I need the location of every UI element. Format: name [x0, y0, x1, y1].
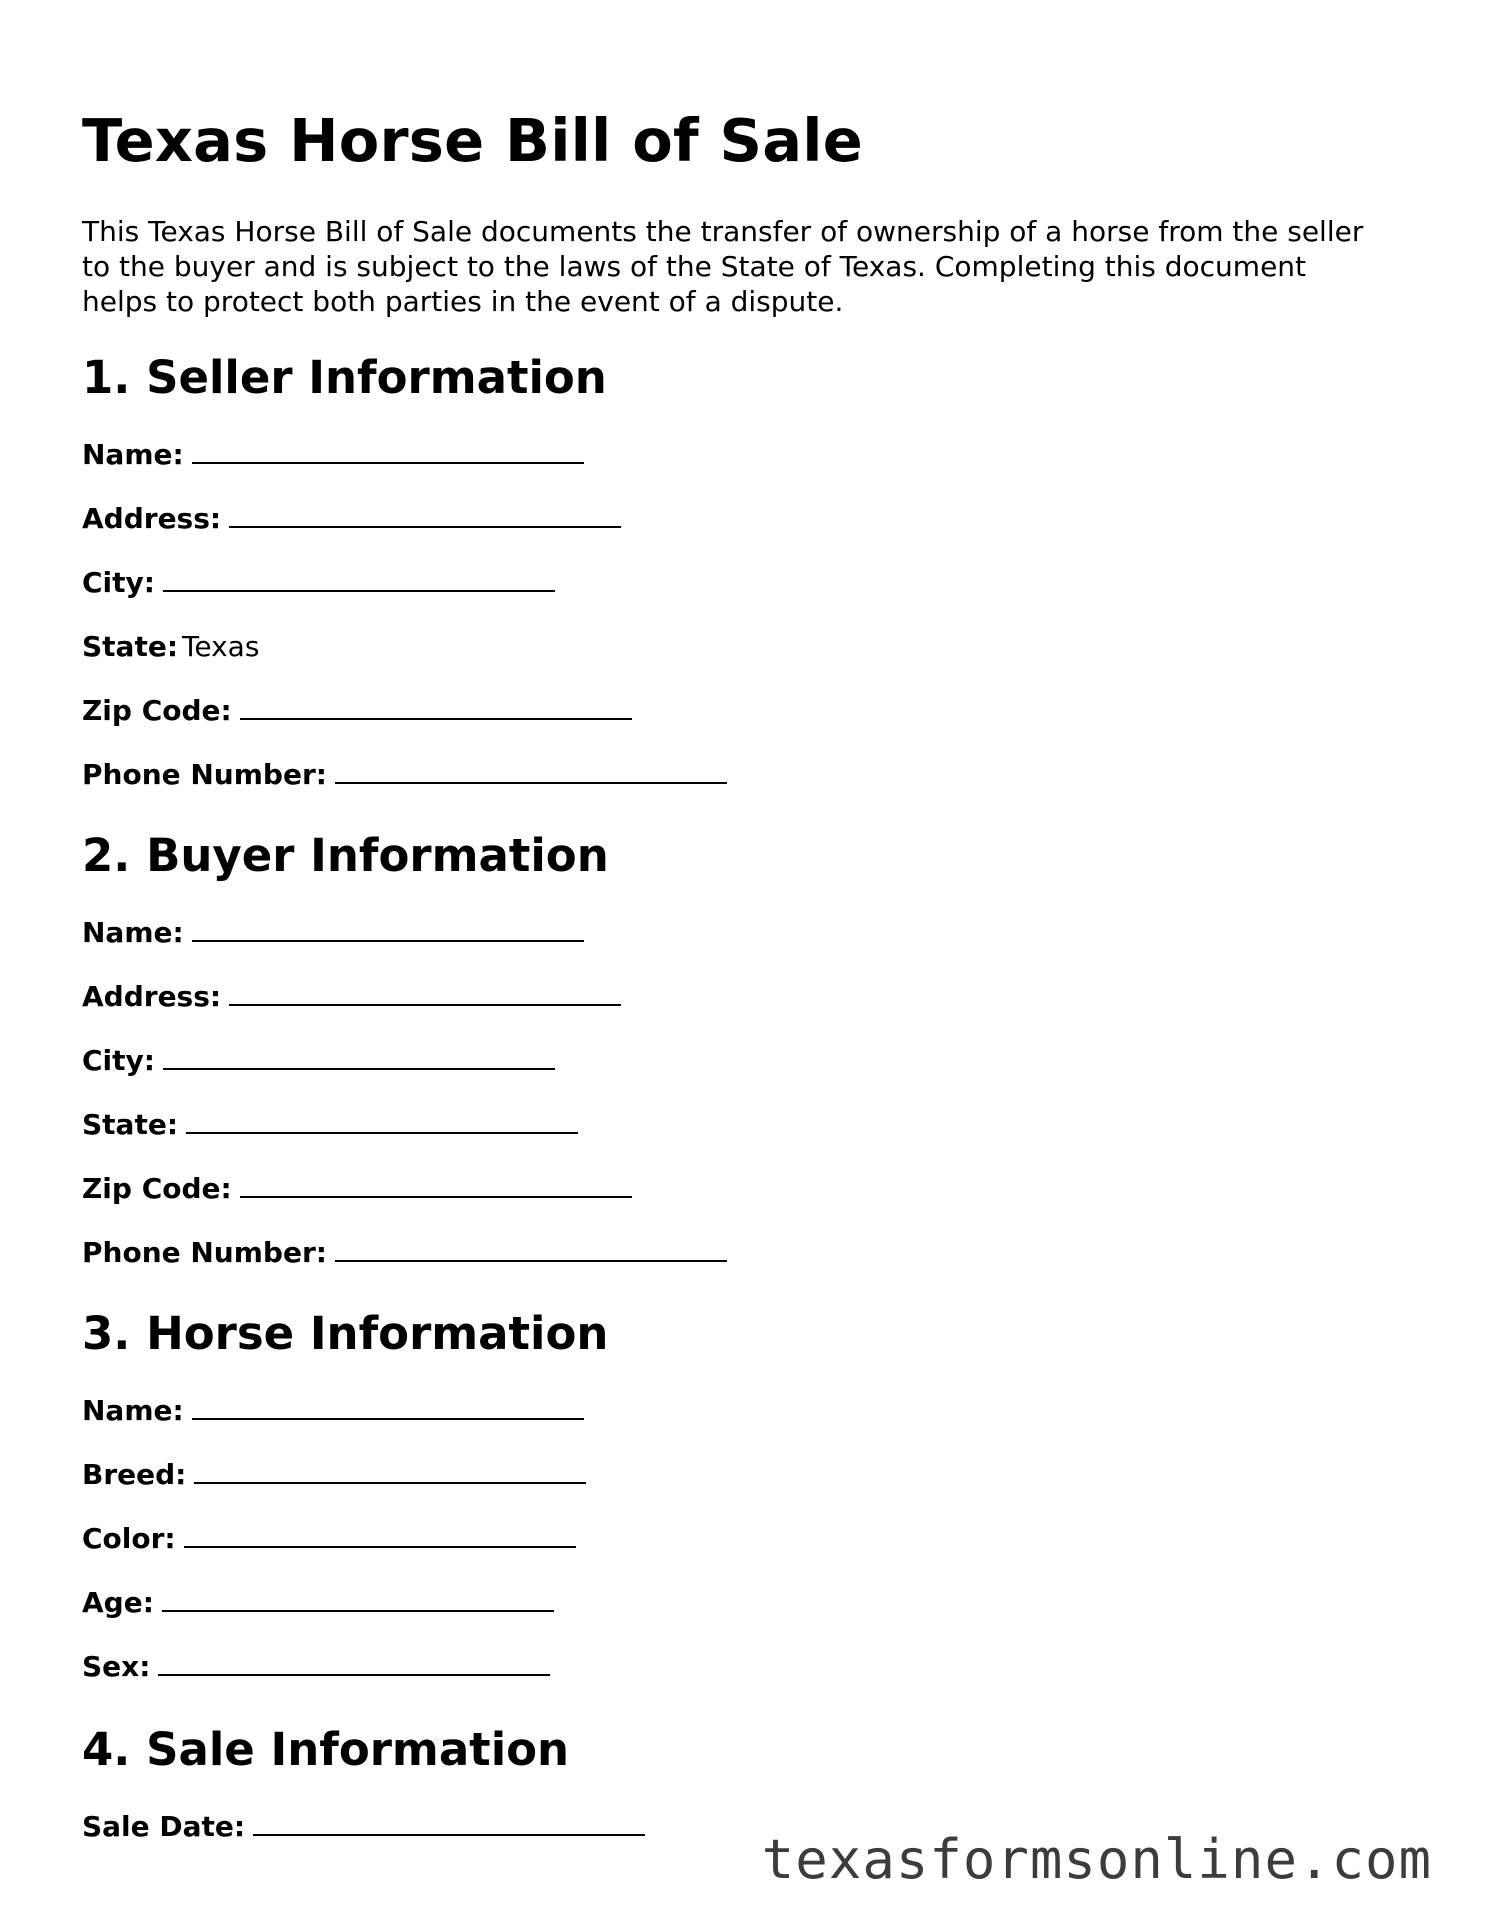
seller-name-blank[interactable]: [192, 438, 584, 464]
buyer-name-blank[interactable]: [192, 916, 584, 942]
seller-section: [82, 352, 1382, 792]
field-label: Breed:: [82, 1458, 187, 1491]
buyer-city-blank[interactable]: [163, 1044, 555, 1070]
field-label: Color:: [82, 1522, 176, 1555]
seller-phone-blank[interactable]: [335, 758, 727, 784]
seller-city-blank[interactable]: [163, 566, 555, 592]
field-label: Sale Date:: [82, 1810, 246, 1843]
field-label: Address:: [82, 502, 222, 535]
sale-section: [82, 1724, 1382, 1844]
seller-city-field: [82, 566, 1382, 600]
field-label: Name:: [82, 1394, 184, 1427]
section-heading: 2. Buyer Information: [82, 829, 609, 882]
horse-breed-blank[interactable]: [194, 1458, 586, 1484]
horse-age-blank[interactable]: [162, 1586, 554, 1612]
field-label: Phone Number:: [82, 758, 327, 791]
sale-date-blank[interactable]: [253, 1810, 645, 1836]
seller-phone-field: [82, 758, 1382, 792]
field-label: Name:: [82, 438, 184, 471]
section-heading: 3. Horse Information: [82, 1307, 609, 1360]
field-label: Address:: [82, 980, 222, 1013]
field-label: Zip Code:: [82, 694, 232, 727]
field-label: State:: [82, 630, 179, 663]
seller-address-blank[interactable]: [229, 502, 621, 528]
document-title: Texas Horse Bill of Sale: [82, 106, 863, 175]
buyer-zip-field: [82, 1172, 1382, 1206]
horse-breed-field: [82, 1458, 1382, 1492]
horse-name-blank[interactable]: [192, 1394, 584, 1420]
field-label: City:: [82, 566, 155, 599]
horse-sex-blank[interactable]: [158, 1650, 550, 1676]
field-label: Sex:: [82, 1650, 151, 1683]
horse-color-blank[interactable]: [184, 1522, 576, 1548]
field-label: Name:: [82, 916, 184, 949]
seller-name-field: [82, 438, 1382, 472]
buyer-city-field: [82, 1044, 1382, 1078]
seller-address-field: [82, 502, 1382, 536]
buyer-phone-blank[interactable]: [335, 1236, 727, 1262]
buyer-zip-blank[interactable]: [240, 1172, 632, 1198]
buyer-phone-field: [82, 1236, 1382, 1270]
section-heading: 1. Seller Information: [82, 351, 607, 404]
seller-state-field: [82, 630, 1382, 664]
horse-section: [82, 1308, 1382, 1684]
field-label: Zip Code:: [82, 1172, 232, 1205]
buyer-name-field: [82, 916, 1382, 950]
horse-sex-field: [82, 1650, 1382, 1684]
seller-zip-field: [82, 694, 1382, 728]
seller-zip-blank[interactable]: [240, 694, 632, 720]
buyer-address-field: [82, 980, 1382, 1014]
intro-paragraph: This Texas Horse Bill of Sale documents the transfer of ownership of a horse from the seller to the buyer and is subject to the laws of the State of Texas. Completing this document helps to protect both parties in the event of a dispute.: [82, 215, 1364, 318]
watermark: texasformsonline.com: [761, 1828, 1432, 1891]
buyer-section: [82, 830, 1382, 1270]
seller-state-value: Texas: [182, 630, 260, 663]
horse-color-field: [82, 1522, 1382, 1556]
horse-age-field: [82, 1586, 1382, 1620]
field-label: State:: [82, 1108, 179, 1141]
buyer-address-blank[interactable]: [229, 980, 621, 1006]
field-label: Age:: [82, 1586, 154, 1619]
buyer-state-field: [82, 1108, 1382, 1142]
buyer-state-blank[interactable]: [186, 1108, 578, 1134]
field-label: Phone Number:: [82, 1236, 327, 1269]
horse-name-field: [82, 1394, 1382, 1428]
field-label: City:: [82, 1044, 155, 1077]
section-heading: 4. Sale Information: [82, 1723, 570, 1776]
